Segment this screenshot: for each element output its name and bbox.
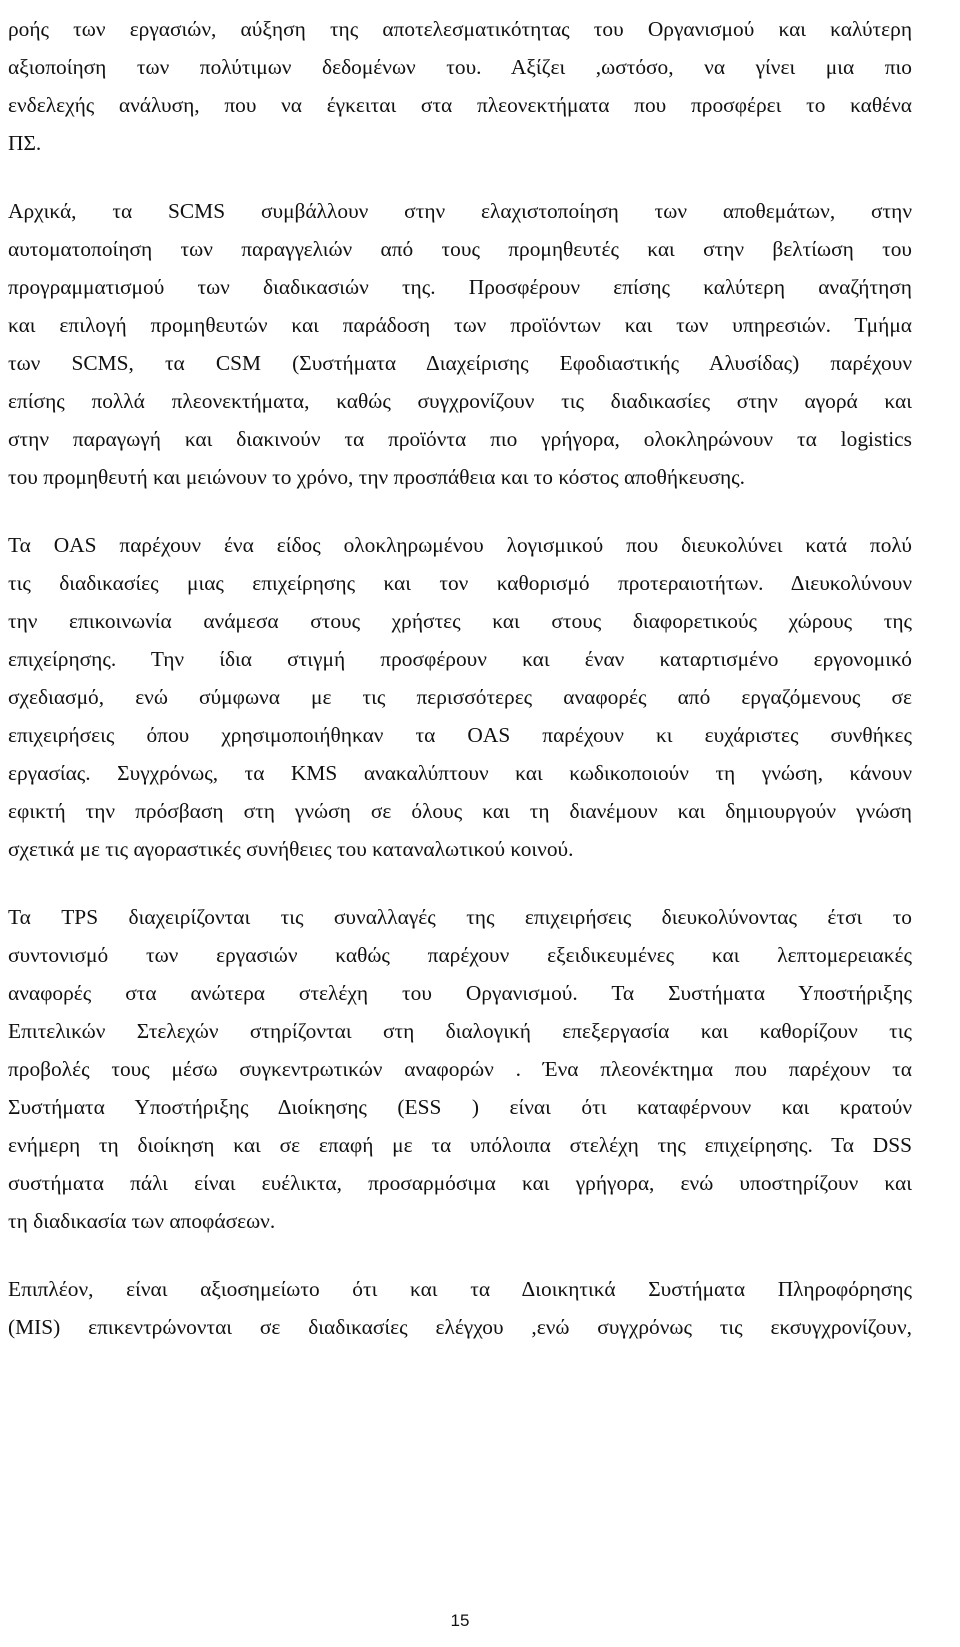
text-line: σχεδιασμό, ενώ σύμφωνα με τις περισσότερες αναφορές από εργαζόμενους σε (8, 685, 912, 709)
text-line: σχετικά με τις αγοραστικές συνήθειες του καταναλωτικού κοινού. (8, 837, 574, 861)
text-line: Συστήματα Υποστήριξης Διοίκησης (ESS ) είναι ότι καταφέρνουν και κρατούν (8, 1095, 912, 1119)
paragraph-gap (8, 496, 912, 526)
text-line: ΠΣ. (8, 131, 42, 155)
paragraph-mis (8, 1270, 912, 1346)
text-line: Επιτελικών Στελεχών στηρίζονται στη διαλογική επεξεργασία και καθορίζουν τις (8, 1019, 912, 1043)
text-line: και επιλογή προμηθευτών και παράδοση των προϊόντων και των υπηρεσιών. Τμήμα (8, 313, 912, 337)
text-line: επιχειρήσεις όπου χρησιμοποιήθηκαν τα OAS παρέχουν κι ευχάριστες συνθήκες (8, 723, 912, 747)
paragraph-gap (8, 1240, 912, 1270)
text-line: Τα TPS διαχειρίζονται τις συναλλαγές της επιχειρήσεις διευκολύνοντας έτσι το (8, 905, 912, 929)
paragraph-oas (8, 526, 912, 868)
paragraph-gap (8, 868, 912, 898)
text-line: αυτοματοποίηση των παραγγελιών από τους προμηθευτές και στην βελτίωση του (8, 237, 912, 261)
text-line: συστήματα πάλι είναι ευέλικτα, προσαρμόσιμα και γρήγορα, ενώ υποστηρίζουν και (8, 1171, 912, 1195)
text-line: προγραμματισμού των διαδικασιών της. Προσφέρουν επίσης καλύτερη αναζήτηση (8, 275, 912, 299)
text-line: τις διαδικασίες μιας επιχείρησης και τον καθορισμό προτεραιοτήτων. Διευκολύνουν (8, 571, 912, 595)
text-line: επίσης πολλά πλεονεκτήματα, καθώς συγχρονίζουν τις διαδικασίες στην αγορά και (8, 389, 912, 413)
text-line: του προμηθευτή και μειώνουν το χρόνο, την προσπάθεια και το κόστος αποθήκευσης. (8, 465, 745, 489)
text-line: Τα OAS παρέχουν ένα είδος ολοκληρωμένου λογισμικού που διευκολύνει κατά πολύ (8, 533, 912, 557)
text-line: στην παραγωγή και διακινούν τα προϊόντα πιο γρήγορα, ολοκληρώνουν τα logistics (8, 427, 912, 451)
text-line: εργασίας. Συγχρόνως, τα KMS ανακαλύπτουν και κωδικοποιούν τη γνώση, κάνουν (8, 761, 912, 785)
page-number: 15 (450, 1611, 470, 1630)
document-page (8, 0, 912, 1346)
text-line: Επιπλέον, είναι αξιοσημείωτο ότι και τα Διοικητικά Συστήματα Πληροφόρησης (8, 1277, 912, 1301)
text-line: αναφορές στα ανώτερα στελέχη του Οργανισμού. Τα Συστήματα Υποστήριξης (8, 981, 912, 1005)
text-line: (MIS) επικεντρώνονται σε διαδικασίες ελέγχου ,ενώ συγχρόνως τις εκσυγχρονίζουν, (8, 1315, 912, 1339)
paragraph-gap (8, 162, 912, 192)
text-line: τη διαδικασία των αποφάσεων. (8, 1209, 276, 1233)
text-line: προβολές τους μέσω συγκεντρωτικών αναφορών . Ένα πλεονέκτημα που παρέχουν τα (8, 1057, 912, 1081)
text-line: επιχείρησης. Την ίδια στιγμή προσφέρουν και έναν καταρτισμένο εργονομικό (8, 647, 912, 671)
text-line: εφικτή την πρόσβαση στη γνώση σε όλους και τη διανέμουν και δημιουργούν γνώση (8, 799, 912, 823)
text-line: συντονισμό των εργασιών καθώς παρέχουν εξειδικευμένες και λεπτομερειακές (8, 943, 912, 967)
text-line: την επικοινωνία ανάμεσα στους χρήστες και στους διαφορετικούς χώρους της (8, 609, 912, 633)
text-line: Αρχικά, τα SCMS συμβάλλουν στην ελαχιστοποίηση των αποθεμάτων, στην (8, 199, 912, 223)
text-line: αξιοποίηση των πολύτιμων δεδομένων του. Αξίζει ,ωστόσο, να γίνει μια πιο (8, 55, 912, 79)
text-line: ροής των εργασιών, αύξηση της αποτελεσματικότητας του Οργανισμού και καλύτερη (8, 17, 912, 41)
text-line: των SCMS, τα CSM (Συστήματα Διαχείρισης Εφοδιαστικής Αλυσίδας) παρέχουν (8, 351, 912, 375)
paragraph-intro-continuation (8, 10, 912, 162)
paragraph-tps (8, 898, 912, 1240)
text-line: ενήμερη τη διοίκηση και σε επαφή με τα υπόλοιπα στελέχη της επιχείρησης. Τα DSS (8, 1133, 912, 1157)
paragraph-scms (8, 192, 912, 496)
text-line: ενδελεχής ανάλυση, που να έγκειται στα πλεονεκτήματα που προσφέρει το καθένα (8, 93, 912, 117)
